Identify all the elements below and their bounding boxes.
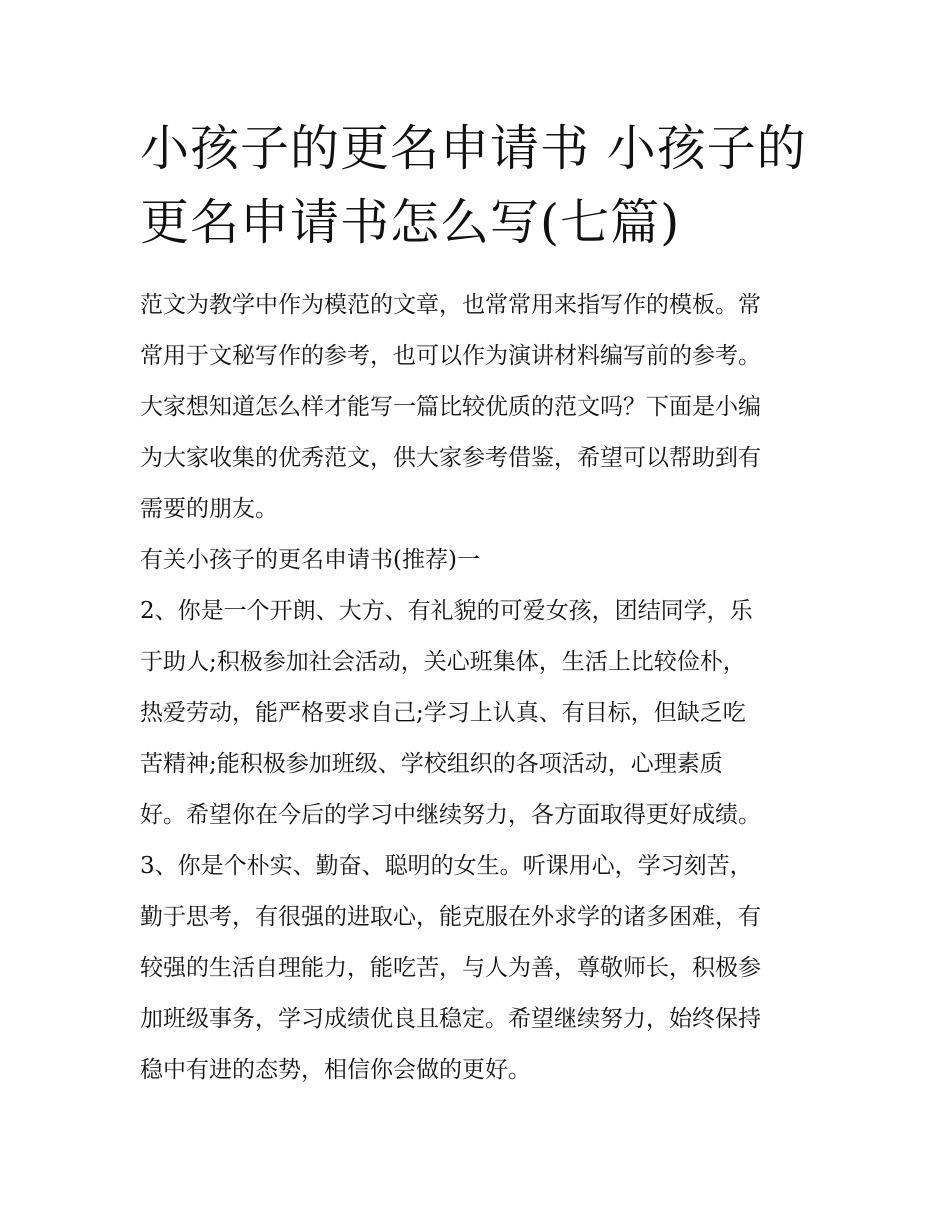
document-title	[140, 112, 830, 260]
intro-paragraph	[140, 280, 830, 535]
paragraph-line: 2、你是一个开朗、大方、有礼貌的可爱女孩，团结同学，乐	[140, 598, 753, 624]
paragraph-line: 好。希望你在今后的学习中继续努力，各方面取得更好成绩。	[140, 802, 761, 828]
paragraph-line: 热爱劳动，能严格要求自己;学习上认真、有目标，但缺乏吃	[140, 700, 746, 726]
title-line-1: 小孩子的更名申请书 小孩子的	[140, 120, 807, 177]
paragraph-line: 较强的生活自理能力，能吃苦，与人为善，尊敬师长，积极参	[140, 955, 761, 981]
title-line-2: 更名申请书怎么写(七篇)	[140, 194, 681, 251]
paragraph-line: 加班级事务，学习成绩优良且稳定。希望继续努力，始终保持	[140, 1006, 761, 1032]
paragraph-line: 3、你是个朴实、勤奋、聪明的女生。听课用心，学习刻苦，	[140, 853, 753, 879]
paragraph-line: 需要的朋友。	[140, 496, 278, 522]
paragraph-line: 常用于文秘写作的参考，也可以作为演讲材料编写前的参考。	[140, 343, 761, 369]
paragraph-line: 勤于思考，有很强的进取心，能克服在外求学的诸多困难，有	[140, 904, 761, 930]
paragraph-line: 于助人;积极参加社会活动，关心班集体，生活上比较俭朴，	[140, 649, 746, 675]
paragraph-line: 苦精神;能积极参加班级、学校组织的各项活动，心理素质	[140, 751, 723, 777]
document-body	[140, 280, 830, 1096]
section-heading	[140, 535, 830, 586]
paragraph-line: 范文为教学中作为模范的文章，也常常用来指写作的模板。常	[140, 292, 761, 318]
item-2-paragraph	[140, 586, 830, 841]
paragraph-line: 大家想知道怎么样才能写一篇比较优质的范文吗？下面是小编	[140, 394, 761, 420]
item-3-paragraph	[140, 841, 830, 1096]
section-heading-text: 有关小孩子的更名申请书(推荐)一	[140, 547, 480, 573]
paragraph-line: 稳中有进的态势，相信你会做的更好。	[140, 1057, 531, 1083]
paragraph-line: 为大家收集的优秀范文，供大家参考借鉴，希望可以帮助到有	[140, 445, 761, 471]
